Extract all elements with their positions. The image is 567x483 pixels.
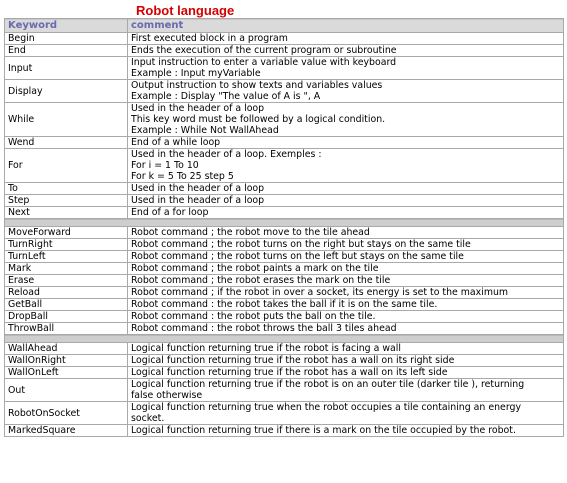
keyword-cell: To — [5, 183, 128, 195]
comment-cell — [128, 311, 564, 323]
comment-line: Robot command ; the robot paints a mark on the tile — [131, 263, 379, 274]
keyword-cell: Begin — [5, 33, 128, 45]
table-row — [5, 343, 564, 355]
comment-cell — [128, 287, 564, 299]
comment-cell — [128, 299, 564, 311]
section-separator-cell — [5, 219, 564, 227]
keyword-cell: MarkedSquare — [5, 425, 128, 437]
keyword-cell: Input — [5, 57, 128, 80]
table-row — [5, 80, 564, 103]
keyword-cell: Next — [5, 207, 128, 219]
keyword-cell: ThrowBall — [5, 323, 128, 335]
table-row — [5, 355, 564, 367]
keyword-cell: WallAhead — [5, 343, 128, 355]
keyword-cell: Wend — [5, 137, 128, 149]
comment-cell — [128, 33, 564, 45]
keyword-cell: GetBall — [5, 299, 128, 311]
table-row — [5, 299, 564, 311]
comment-cell — [128, 402, 564, 425]
comment-line: For k = 5 To 25 step 5 — [131, 171, 234, 182]
keyword-table-body — [5, 19, 564, 437]
page-title: Robot language — [136, 3, 235, 18]
table-row — [5, 379, 564, 402]
table-row — [5, 137, 564, 149]
table-row — [5, 239, 564, 251]
comment-line: Logical function returning true if the robot is on an outer tile (darker tile ), returning — [131, 379, 525, 390]
keyword-cell: For — [5, 149, 128, 183]
comment-cell — [128, 227, 564, 239]
comment-cell — [128, 367, 564, 379]
table-row — [5, 149, 564, 183]
keyword-cell: WallOnLeft — [5, 367, 128, 379]
section-separator — [5, 335, 564, 343]
comment-line: socket. — [131, 413, 165, 424]
comment-line: false otherwise — [131, 390, 203, 401]
comment-cell — [128, 57, 564, 80]
comment-line: First executed block in a program — [131, 33, 288, 44]
keyword-cell: DropBall — [5, 311, 128, 323]
comment-line: Robot command ; the robot turns on the left but stays on the same tile — [131, 251, 464, 262]
table-row — [5, 367, 564, 379]
comment-line: Input instruction to enter a variable value with keyboard — [131, 57, 397, 68]
comment-cell — [128, 425, 564, 437]
table-row — [5, 263, 564, 275]
comment-line: Example : While Not WallAhead — [131, 125, 279, 136]
comment-cell — [128, 343, 564, 355]
comment-cell — [128, 275, 564, 287]
comment-line: Logical function returning true if the robot is facing a wall — [131, 343, 401, 354]
comment-column-header: comment — [128, 19, 564, 33]
comment-line: This key word must be followed by a logical condition. — [131, 114, 386, 125]
keyword-cell: Step — [5, 195, 128, 207]
comment-line: Logical function returning true if there is a mark on the tile occupied by the robot. — [131, 425, 516, 436]
comment-line: Logical function returning true if the robot has a wall on its left side — [131, 367, 448, 378]
comment-cell — [128, 183, 564, 195]
comment-line: Robot command : the robot takes the ball if it is on the same tile. — [131, 299, 438, 310]
table-row — [5, 207, 564, 219]
comment-line: Ends the execution of the current program or subroutine — [131, 45, 397, 56]
keyword-cell: MoveForward — [5, 227, 128, 239]
comment-cell — [128, 103, 564, 137]
keyword-cell: End — [5, 45, 128, 57]
comment-cell — [128, 207, 564, 219]
table-row — [5, 183, 564, 195]
table-header-row — [5, 19, 564, 33]
comment-cell — [128, 355, 564, 367]
table-row — [5, 311, 564, 323]
comment-line: End of a while loop — [131, 137, 221, 148]
comment-cell — [128, 45, 564, 57]
comment-line: Used in the header of a loop — [131, 183, 265, 194]
comment-line: Robot command ; the robot erases the mark on the tile — [131, 275, 391, 286]
comment-line: Logical function returning true if the robot has a wall on its right side — [131, 355, 455, 366]
table-row — [5, 251, 564, 263]
keyword-cell: TurnRight — [5, 239, 128, 251]
table-row — [5, 57, 564, 80]
table-row — [5, 103, 564, 137]
table-row — [5, 425, 564, 437]
comment-line: End of a for loop — [131, 207, 209, 218]
table-row — [5, 195, 564, 207]
keyword-cell: While — [5, 103, 128, 137]
keyword-cell: TurnLeft — [5, 251, 128, 263]
comment-cell — [128, 251, 564, 263]
keyword-column-header: Keyword — [5, 19, 128, 33]
keyword-cell: Erase — [5, 275, 128, 287]
comment-line: Robot command : the robot throws the ball 3 tiles ahead — [131, 323, 397, 334]
comment-cell — [128, 323, 564, 335]
section-separator-cell — [5, 335, 564, 343]
section-separator — [5, 219, 564, 227]
table-row — [5, 33, 564, 45]
comment-line: Example : Input myVariable — [131, 68, 261, 79]
comment-line: Robot command : the robot puts the ball on the tile. — [131, 311, 376, 322]
comment-cell — [128, 149, 564, 183]
comment-line: Example : Display "The value of A is ", A — [131, 91, 321, 102]
keyword-cell: Mark — [5, 263, 128, 275]
table-row — [5, 323, 564, 335]
comment-line: Robot command ; if the robot in over a socket, its energy is set to the maximum — [131, 287, 509, 298]
keyword-cell: Reload — [5, 287, 128, 299]
comment-line: For i = 1 To 10 — [131, 160, 199, 171]
comment-line: Used in the header of a loop — [131, 195, 265, 206]
table-row — [5, 227, 564, 239]
comment-line: Output instruction to show texts and variables values — [131, 80, 383, 91]
keyword-table — [4, 18, 564, 437]
table-row — [5, 287, 564, 299]
table-row — [5, 45, 564, 57]
keyword-cell: WallOnRight — [5, 355, 128, 367]
comment-cell — [128, 379, 564, 402]
comment-line: Logical function returning true when the robot occupies a tile containing an energy — [131, 402, 522, 413]
comment-cell — [128, 239, 564, 251]
comment-line: Robot command ; the robot turns on the right but stays on the same tile — [131, 239, 471, 250]
comment-cell — [128, 195, 564, 207]
comment-cell — [128, 263, 564, 275]
table-row — [5, 402, 564, 425]
comment-line: Robot command ; the robot move to the tile ahead — [131, 227, 370, 238]
comment-cell — [128, 80, 564, 103]
comment-cell — [128, 137, 564, 149]
keyword-cell: Display — [5, 80, 128, 103]
comment-line: Used in the header of a loop. Exemples : — [131, 149, 322, 160]
comment-line: Used in the header of a loop — [131, 103, 265, 114]
table-row — [5, 275, 564, 287]
keyword-cell: Out — [5, 379, 128, 402]
keyword-cell: RobotOnSocket — [5, 402, 128, 425]
